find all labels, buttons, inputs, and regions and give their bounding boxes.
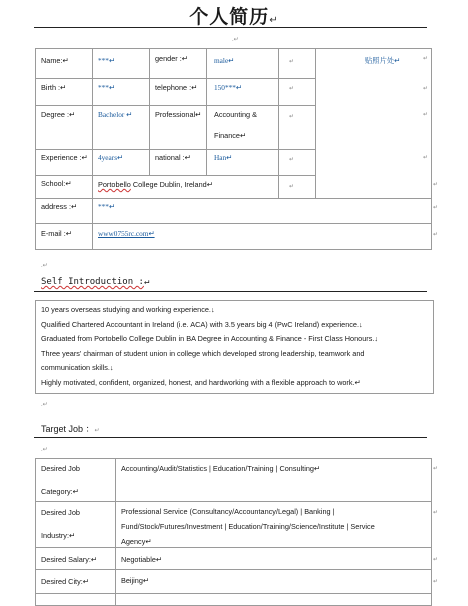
address-value: ***↵ (98, 202, 116, 211)
telephone-value: 150***↵ (214, 83, 243, 92)
professional-value-line2: Finance↵ (214, 131, 247, 140)
professional-value-line1: Accounting & (214, 110, 257, 119)
self-intro-underline (34, 291, 427, 292)
intro-line-1: 10 years overseas studying and working experience.↓ (41, 305, 215, 314)
row-end-mark: ↵ (433, 579, 439, 585)
desired-industry-label-line2: Industry:↵ (41, 531, 76, 540)
target-job-underline (34, 437, 427, 438)
paragraph-mark: ↵ (94, 428, 100, 434)
row-end-mark: ↵ (423, 112, 429, 118)
desired-job-label-line2: Category:↵ (41, 487, 79, 496)
experience-value: 4years↵ (98, 153, 124, 162)
cell-mark: ↵ (289, 114, 295, 120)
birth-label: Birth :↵ (41, 83, 67, 92)
photo-cell (316, 49, 432, 199)
intro-line-2: Qualified Chartered Accountant in Ireland (i.e. ACA) with 3.5 years big 4 (PwC Ireland) experience.↓ (41, 319, 363, 329)
blank-paragraph-mark: .↵ (232, 37, 239, 43)
blank-paragraph-mark: .↵ (41, 447, 48, 453)
national-value: Han↵ (214, 153, 233, 162)
row-end-mark: ↵ (433, 510, 439, 516)
school-value (98, 180, 213, 190)
photo-placeholder: 贴照片处↵ (365, 56, 401, 65)
experience-label: Experience :↵ (41, 153, 88, 162)
cell-mark: ↵ (289, 184, 295, 190)
target-job-table (35, 458, 432, 606)
row-end-mark: ↵ (433, 182, 439, 188)
resume-title (0, 2, 468, 29)
row-end-mark: ↵ (433, 205, 439, 211)
birth-value: ***↵ (98, 83, 116, 92)
school-value-rest: College Dublin, Ireland↵ (130, 180, 213, 189)
degree-value: Bachelor ↵ (98, 110, 133, 119)
resume-title-text: 个人简历 (189, 6, 270, 28)
desired-industry-label-line1: Desired Job (41, 508, 80, 517)
row-end-mark: ↵ (423, 86, 429, 92)
email-link[interactable]: www0755rc.com↵ (98, 229, 155, 238)
name-label: Name:↵ (41, 56, 69, 65)
national-label: national :↵ (155, 153, 191, 162)
target-job-heading (41, 422, 100, 435)
gender-label: gender :↵ (155, 54, 188, 63)
desired-city-value: Beijing↵ (121, 576, 150, 585)
intro-line-5: communication skills.↓ (41, 363, 114, 372)
row-end-mark: ↵ (423, 155, 429, 161)
gender-value: male↵ (214, 56, 235, 65)
blank-paragraph-mark: .↵ (41, 402, 48, 408)
desired-salary-value: Negotiable↵ (121, 555, 163, 564)
cell-mark: ↵ (289, 59, 295, 65)
row-end-mark: ↵ (423, 56, 429, 62)
telephone-label: telephone :↵ (155, 83, 198, 92)
row-end-mark: ↵ (433, 557, 439, 563)
self-intro-heading-text: Self Introduction : (41, 277, 144, 287)
blank-paragraph-mark: .↵ (41, 263, 48, 269)
desired-industry-value-line1: Professional Service (Consultancy/Accountancy/Legal) | Banking | (121, 507, 335, 516)
school-label: School:↵ (41, 179, 72, 188)
self-intro-heading (41, 277, 149, 287)
intro-line-4: Three years' chairman of student union in college which developed strong leadership, teamwork and (41, 348, 365, 358)
degree-label: Degree :↵ (41, 110, 76, 119)
paragraph-mark: ↵ (269, 15, 279, 26)
school-value-name: Portobello (98, 180, 131, 189)
target-job-heading-text: Target Job ： (41, 424, 95, 434)
intro-line-6: Highly motivated, confident, organized, honest, and hardworking with a flexible approach to work.↵ (41, 377, 361, 387)
desired-city-label: Desired City:↵ (41, 577, 89, 586)
cell-mark: ↵ (289, 157, 295, 163)
desired-job-label-line1: Desired Job (41, 464, 80, 473)
title-underline (34, 27, 427, 28)
row-end-cell (279, 49, 316, 79)
desired-job-value: Accounting/Audit/Statistics | Education/Training | Consulting↵ (121, 464, 321, 473)
desired-industry-value-line3: Agency↵ (121, 537, 152, 546)
desired-industry-value-line2: Fund/Stock/Futures/Investment | Education/Training/Science/Institute | Service (121, 522, 375, 531)
personal-info-table (35, 48, 432, 250)
paragraph-mark: ↵ (143, 277, 150, 287)
desired-salary-label: Desired Salary:↵ (41, 555, 97, 564)
email-label: E-mail :↵ (41, 229, 72, 238)
name-value: ***↵ (98, 56, 116, 65)
professional-label: Professional↵ (155, 110, 202, 119)
row-end-mark: ↵ (433, 466, 439, 472)
row-end-mark: ↵ (433, 232, 439, 238)
cell-mark: ↵ (289, 86, 295, 92)
intro-line-3: Graduated from Portobello College Dublin in BA Degree in Accounting & Finance - First Class Honours.↓ (41, 334, 379, 343)
address-label: address :↵ (41, 202, 78, 211)
